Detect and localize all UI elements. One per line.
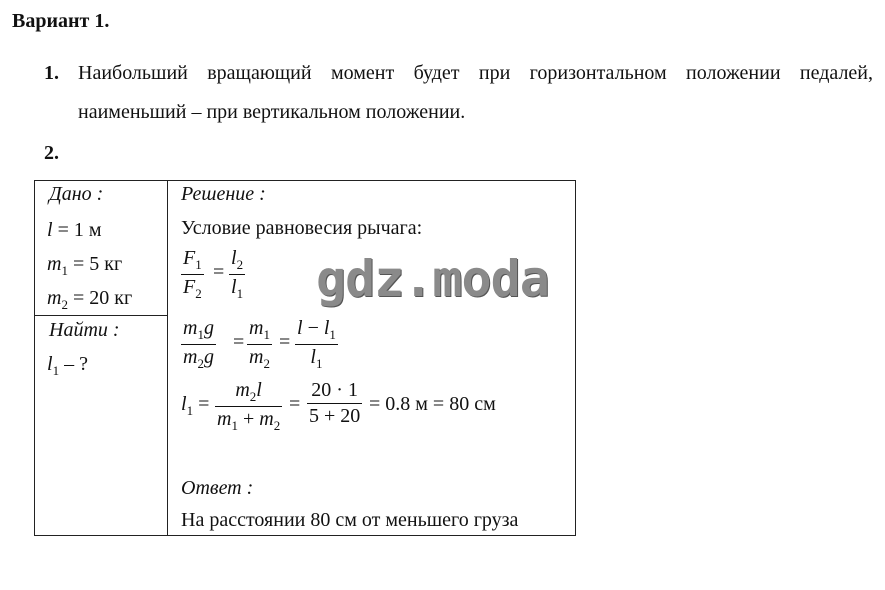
item-number-2: 2. <box>44 142 59 164</box>
formula-mass-ratio: $m_1$ $m_2$ <box>249 317 270 371</box>
formula-result: = 0.8 м = 80 см <box>369 393 496 415</box>
formula-force-ratio: $F_1$ $F_2$ <box>183 247 202 301</box>
find-heading: Найти : <box>49 319 120 341</box>
given-m1-value: 5 кг <box>89 253 123 275</box>
item-number-1: 1. <box>44 62 59 84</box>
formula-l1-numeric: 20 · 1 5 + 20 <box>309 379 361 427</box>
solution-table: Дано : l = 1 м $m_1 = 5$ кг $m_2 = 20$ кг Найти : $l_1$ – ? Решение : Условие равновесия рычага: $F_1$ $F_2$ = $l_2$ $l_1$ $m_1g$ $m_2g$ = $m_1$ $m_2$ = $l - l_1$ $l_1$ $l_1$ = $m_2l$ $m_1 + m_2$ = 20 · 1 5 + 20 = 0.8 м = 80 см Ответ : На расстоянии 80 см от меньшего груза <box>34 180 576 536</box>
formula-l1-symbol: $l_1$ = <box>181 393 210 418</box>
item-1-text-line-2: наименьший – при вертикальном положении. <box>78 101 466 123</box>
formula-arm-ratio: $l - l_1$ $l_1$ <box>297 317 336 371</box>
equilibrium-condition: Условие равновесия рычага: <box>181 217 423 239</box>
given-l: l = 1 м <box>47 219 102 241</box>
answer-text: На расстоянии 80 см от меньшего груза <box>181 509 519 531</box>
given-m2-value: 20 кг <box>89 287 133 309</box>
item-1-text-line-1: Наибольший вращающий момент будет при горизонтальном положении педалей, <box>78 62 873 84</box>
find-value-text: – ? <box>64 353 88 375</box>
find-value: $l_1$ – ? <box>47 353 88 378</box>
page-title: Вариант 1. <box>12 10 110 32</box>
watermark-logo: gdz.moda <box>316 250 549 308</box>
given-m1: $m_1 = 5$ кг <box>47 253 123 278</box>
table-divider-vertical <box>167 181 168 535</box>
formula-length-ratio: $l_2$ $l_1$ <box>231 247 244 301</box>
formula-l1-general: $m_2l$ $m_1 + m_2$ <box>217 379 281 433</box>
solution-heading: Решение : <box>181 183 266 205</box>
given-l-value: 1 м <box>73 219 102 241</box>
given-heading: Дано : <box>49 183 104 205</box>
formula-weight-ratio: $m_1g$ $m_2g$ <box>183 317 214 371</box>
given-m2: $m_2 = 20$ кг <box>47 287 133 312</box>
table-divider-horizontal <box>35 315 167 316</box>
answer-heading: Ответ : <box>181 477 254 499</box>
